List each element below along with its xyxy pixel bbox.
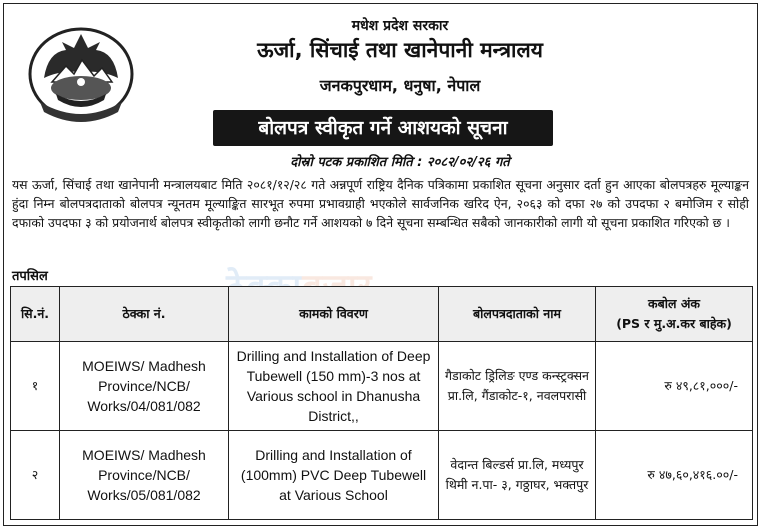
- schedule-title: तपसिल: [12, 269, 48, 284]
- republish-date: दोस्रो पटक प्रकाशित मिति : २०८२/०२/२६ गते: [290, 155, 510, 170]
- cell-sn: १: [11, 342, 60, 431]
- cell-sn: २: [11, 431, 60, 520]
- table-row: [11, 431, 753, 520]
- government-title: मधेश प्रदेश सरकार: [351, 18, 449, 34]
- col-header-amount-line1: कबोल अंक: [648, 296, 700, 311]
- notice-title-banner: बोलपत्र स्वीकृत गर्ने आशयको सूचना: [213, 110, 553, 146]
- col-header-contract: ठेक्का नं.: [60, 287, 229, 342]
- col-header-sn: सि.नं.: [11, 287, 60, 342]
- col-header-bidder: बोलपत्रदाताको नाम: [439, 287, 596, 342]
- cell-description: Drilling and Installation of Deep Tubewell (150 mm)-3 nos at Various school in Dhanusha District,,: [229, 342, 439, 431]
- cell-contract: MOEIWS/ Madhesh Province/NCB/ Works/05/081/082: [60, 431, 229, 520]
- notice-body-paragraph: यस ऊर्जा, सिंचाई तथा खानेपानी मन्त्रालयबाट मिति २०८१/१२/२८ गते अन्नपूर्ण राष्ट्रिय दैनिक पत्रिकामा प्रकाशित सूचना अनुसार दर्ता हुन आएका बोलपत्रहरु मूल्याङ्कन हुंदा निम्न बोलपत्रदाताको बोलपत्र न्यूनतम मूल्याङ्कित सारभूत रुपमा प्रभावग्राही भएकोले सार्वजनिक खरिद ऐन, २०६३ को दफा २७ को उपदफा २ बमोजिम र सोही दफाको उपदफा ३ को प्रयोजनार्थ बोलपत्र स्वीकृतीको लागी छनौट गर्ने आशयको ७ दिने सूचना सम्बन्धित सबैको जानकारीको लागी यो सूचना प्रकाशित गरिएको छ ।: [12, 177, 749, 230]
- nepal-emblem-icon: [22, 22, 140, 126]
- ministry-title: ऊर्जा, सिंचाई तथा खानेपानी मन्त्रालय: [257, 38, 543, 62]
- table-row: [11, 342, 753, 431]
- col-header-amount: [596, 287, 753, 342]
- cell-description: Drilling and Installation of (100mm) PVC Deep Tubewell at Various School: [229, 431, 439, 520]
- cell-amount: रु ४७,६०,४१६.००/-: [596, 431, 753, 520]
- col-header-amount-line2: (PS र मु.अ.कर बाहेक): [616, 316, 732, 331]
- cell-amount: रु ४९,८१,०००/-: [596, 342, 753, 431]
- bid-table: [10, 286, 753, 520]
- cell-contract: MOEIWS/ Madhesh Province/NCB/ Works/04/081/082: [60, 342, 229, 431]
- cell-bidder: वेदान्त बिल्डर्स प्रा.लि, मध्यपुर थिमी न.पा- ३, गठ्ठाघर, भक्तपुर: [439, 431, 596, 520]
- table-header-row: [11, 287, 753, 342]
- ministry-location: जनकपुरधाम, धनुषा, नेपाल: [319, 76, 481, 95]
- col-header-description: कामको विवरण: [229, 287, 439, 342]
- cell-bidder: गैडाकोट ड्रिलिङ एण्ड कन्स्ट्रक्सन प्रा.लि, गैंडाकोट-१, नवलपरासी: [439, 342, 596, 431]
